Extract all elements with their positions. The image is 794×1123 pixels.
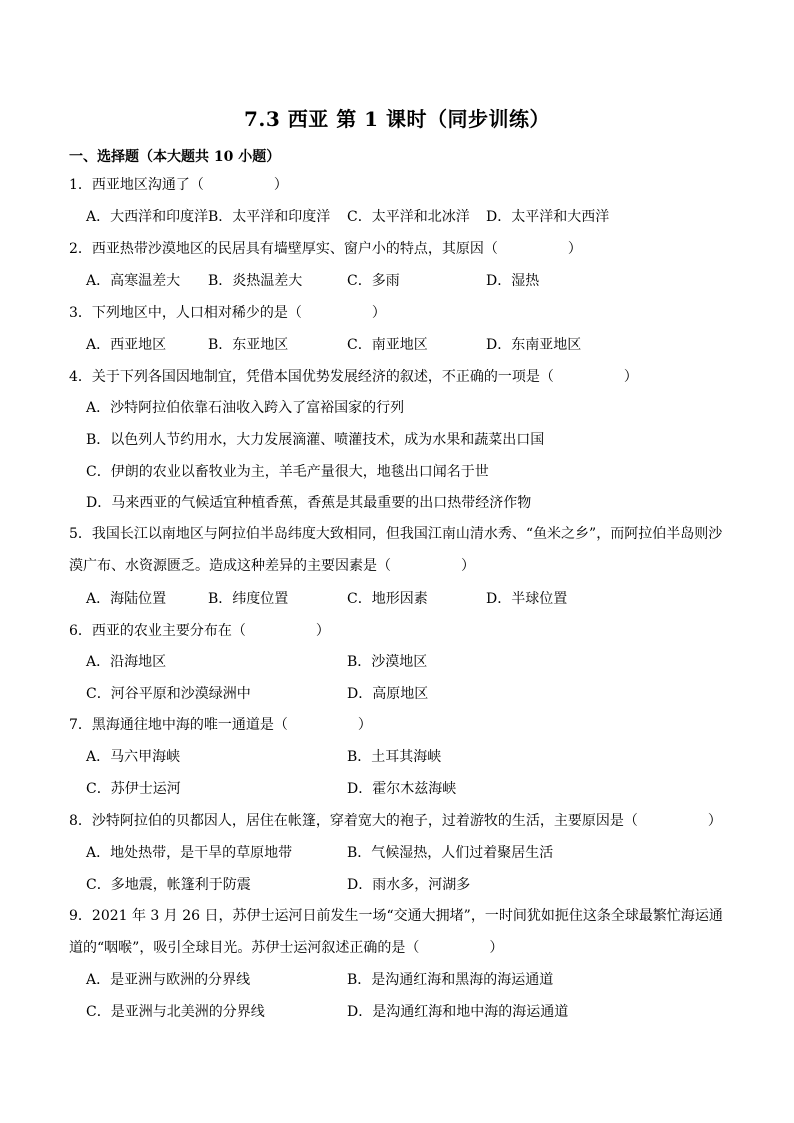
page-title: 7.3 西亚 第 1 课时（同步训练） [243, 107, 551, 131]
question-2-option-c: C．多雨 [347, 273, 400, 289]
question-4-stem: 4．关于下列各国因地制宜，凭借本国优势发展经济的叙述，不正确的一项是（ ） [69, 369, 638, 385]
question-3-option-c: C．南亚地区 [347, 337, 428, 353]
question-9-option-c: C．是亚洲与北美洲的分界线 [86, 1004, 265, 1020]
question-1-option-a: A．大西洋和印度洋 [86, 209, 209, 225]
question-1-option-d: D．太平洋和大西洋 [486, 209, 610, 225]
question-7-option-d: D．霍尔木兹海峡 [347, 781, 457, 797]
question-8-option-c: C．多地震，帐篷利于防震 [86, 877, 251, 893]
section-heading: 一、选择题（本大题共 10 小题） [69, 149, 281, 165]
question-4-option-b: B．以色列人节约用水，大力发展滴灌、喷灌技术，成为水果和蔬菜出口国 [86, 432, 545, 448]
question-1-stem: 1．西亚地区沟通了（ ） [69, 177, 288, 193]
question-9-option-d: D．是沟通红海和地中海的海运通道 [347, 1004, 569, 1020]
question-7-stem: 7．黑海通往地中海的唯一通道是（ ） [69, 717, 372, 733]
question-7-option-a: A．马六甲海峡 [86, 749, 181, 765]
question-5-option-b: B．纬度位置 [208, 591, 289, 607]
question-5-stem: 5．我国长江以南地区与阿拉伯半岛纬度大致相同，但我国江南山清水秀、“鱼米之乡”，而阿拉伯半岛则沙漠广布、水资源匮乏。造成这种差异的主要因素是（ ） [69, 526, 723, 574]
question-7-option-b: B．土耳其海峡 [347, 749, 442, 765]
question-4-option-d: D．马来西亚的气候适宜种植香蕉，香蕉是其最重要的出口热带经济作物 [86, 495, 532, 511]
question-7-option-c: C．苏伊士运河 [86, 781, 181, 797]
question-4-option-a: A．沙特阿拉伯依靠石油收入跨入了富裕国家的行列 [86, 400, 405, 416]
question-1-option-c: C．太平洋和北冰洋 [347, 209, 470, 225]
question-1-option-b: B．太平洋和印度洋 [208, 209, 331, 225]
question-6-option-a: A．沿海地区 [86, 654, 167, 670]
question-6-option-d: D．高原地区 [347, 686, 429, 702]
question-6-option-c: C．河谷平原和沙漠绿洲中 [86, 686, 251, 702]
question-3-stem: 3．下列地区中，人口相对稀少的是（ ） [69, 305, 386, 321]
question-9-stem: 9．2021 年 3 月 26 日，苏伊士运河日前发生一场“交通大拥堵”，一时间犹如扼住这条全球最繁忙海运通道的“咽喉”，吸引全球目光。苏伊士运河叙述正确的是（ ） [69, 908, 723, 956]
question-8-option-b: B．气候湿热，人们过着聚居生活 [347, 845, 554, 861]
question-3-option-d: D．东南亚地区 [486, 337, 582, 353]
question-9-option-a: A．是亚洲与欧洲的分界线 [86, 972, 251, 988]
question-2-option-b: B．炎热温差大 [208, 273, 303, 289]
question-5-option-a: A．海陆位置 [86, 591, 167, 607]
question-8-option-a: A．地处热带，是干旱的草原地带 [86, 845, 293, 861]
question-8-stem: 8．沙特阿拉伯的贝都因人，居住在帐篷，穿着宽大的袍子，过着游牧的生活，主要原因是（ ） [69, 813, 722, 829]
question-3-option-a: A．西亚地区 [86, 337, 167, 353]
question-9-option-b: B．是沟通红海和黑海的海运通道 [347, 972, 554, 988]
question-3-option-b: B．东亚地区 [208, 337, 289, 353]
question-8-option-d: D．雨水多，河湖多 [347, 877, 471, 893]
question-4-option-c: C．伊朗的农业以畜牧业为主，羊毛产量很大，地毯出口闻名于世 [86, 464, 489, 480]
question-5-option-c: C．地形因素 [347, 591, 428, 607]
question-6-option-b: B．沙漠地区 [347, 654, 428, 670]
question-2-option-d: D．湿热 [486, 273, 540, 289]
question-2-option-a: A．高寒温差大 [86, 273, 181, 289]
question-2-stem: 2．西亚热带沙漠地区的民居具有墙壁厚实、窗户小的特点，其原因（ ） [69, 241, 582, 257]
question-6-stem: 6．西亚的农业主要分布在（ ） [69, 623, 330, 639]
question-5-option-d: D．半球位置 [486, 591, 568, 607]
